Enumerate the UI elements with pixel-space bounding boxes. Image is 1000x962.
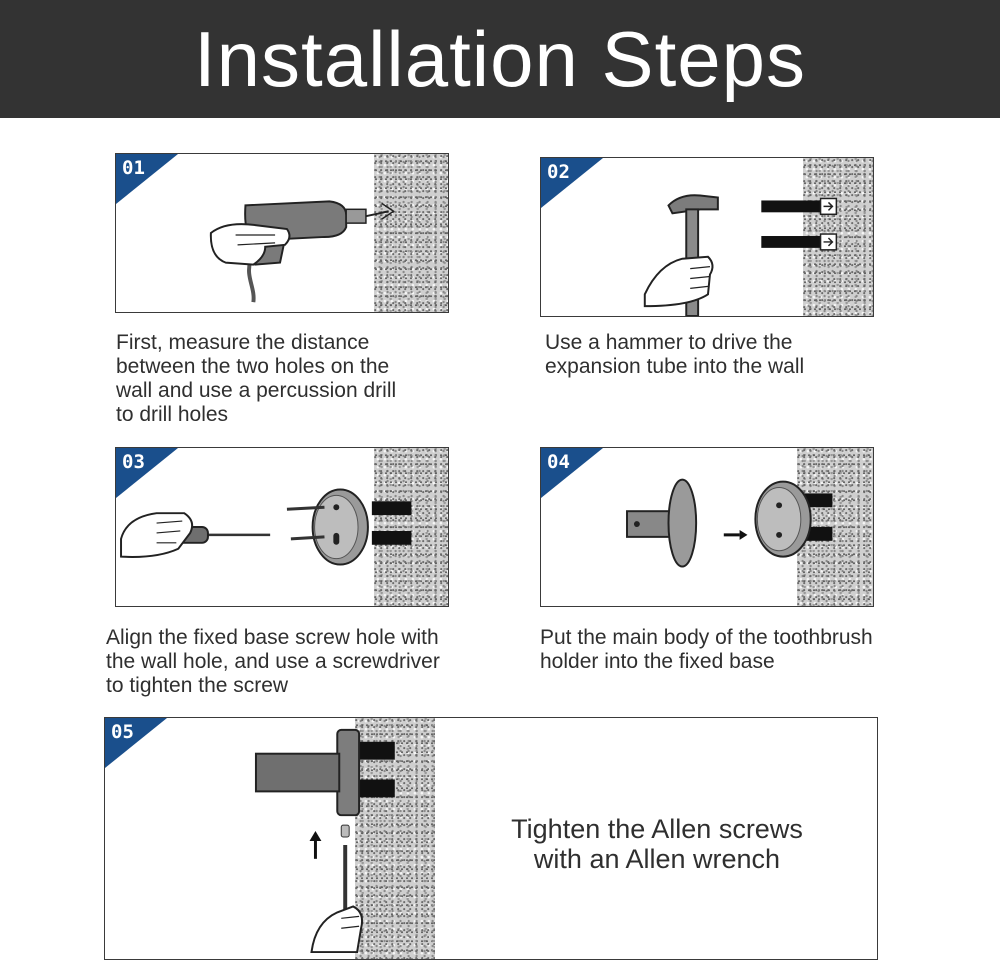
- step-2-badge: [541, 158, 603, 208]
- step-2-panel: [540, 157, 874, 317]
- page-title: Installation Steps: [193, 15, 807, 103]
- caption-line: Use a hammer to drive the: [545, 331, 793, 354]
- caption-line: Align the fixed base screw hole with: [106, 626, 439, 649]
- step-4-caption: [540, 626, 873, 674]
- caption-line: expansion tube into the wall: [545, 355, 805, 378]
- step-2-number: 02: [547, 161, 570, 183]
- page-header: [0, 0, 1000, 118]
- step-1-caption: [116, 331, 396, 427]
- caption-line: holder into the fixed base: [540, 650, 775, 673]
- step-3-badge: [116, 448, 178, 498]
- step-4-panel: [540, 447, 874, 607]
- caption-line: wall and use a percussion drill: [116, 379, 397, 402]
- caption-line: First, measure the distance: [116, 331, 370, 354]
- step-4-badge: [541, 448, 603, 498]
- step-5-badge: [105, 718, 167, 768]
- caption-line: to tighten the screw: [106, 674, 289, 697]
- step-1-panel: [115, 153, 449, 313]
- step-1-badge: [116, 154, 178, 204]
- caption-line: with an Allen wrench: [533, 844, 781, 874]
- step-5-panel: [104, 717, 878, 960]
- step-5-caption: [435, 814, 878, 874]
- step-2-caption: [545, 331, 804, 379]
- step-4-number: 04: [547, 451, 570, 473]
- step-3-panel: [115, 447, 449, 607]
- step-3-caption: [106, 626, 440, 698]
- caption-line: between the two holes on the: [116, 355, 390, 378]
- step-1-number: 01: [122, 157, 145, 179]
- caption-line: Tighten the Allen screws: [511, 814, 803, 844]
- caption-line: Put the main body of the toothbrush: [540, 626, 873, 649]
- step-3-number: 03: [122, 451, 145, 473]
- step-5-number: 05: [111, 721, 134, 743]
- caption-line: to drill holes: [116, 403, 229, 426]
- caption-line: the wall hole, and use a screwdriver: [106, 650, 440, 673]
